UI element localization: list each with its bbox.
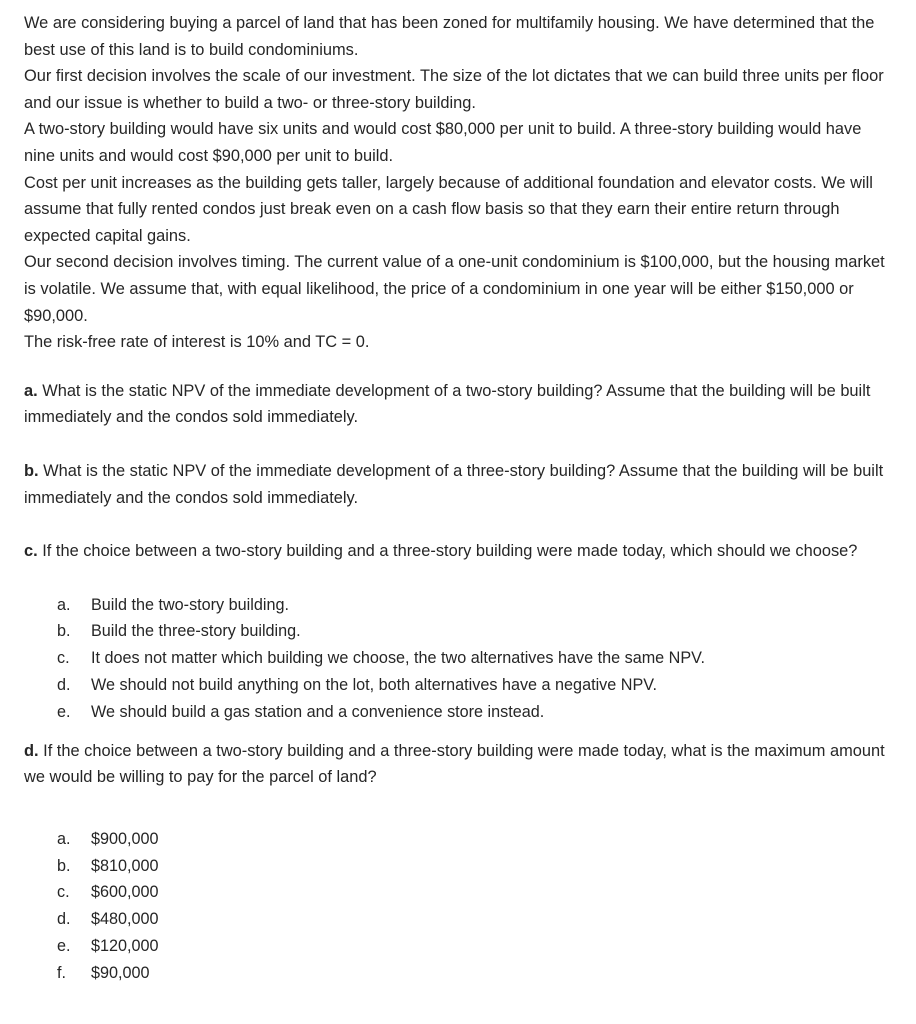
intro-paragraph: The risk-free rate of interest is 10% and TC = 0.: [24, 333, 370, 352]
option-letter: f.: [57, 963, 66, 982]
question-b: [24, 458, 896, 511]
intro-paragraph: Our second decision involves timing. The current value of a one-unit condominium is $100,000, but the housing market is volatile. We assume that, with equal likelihood, the price of a condominium in one year will be either $150,000 or $90,000.: [24, 253, 885, 325]
intro-paragraph: A two-story building would have six units and would cost $80,000 per unit to build. A three-story building would have nine units and would cost $90,000 per unit to build.: [24, 120, 862, 165]
answer-options-c: [24, 592, 896, 726]
option-text: $900,000: [91, 829, 159, 848]
question-text: If the choice between a two-story building and a three-story building were made today, which should we choose?: [42, 542, 858, 561]
answer-option[interactable]: [57, 853, 896, 880]
question-text: What is the static NPV of the immediate development of a two-story building? Assume that the building will be built immediately and the condos sold immediately.: [24, 381, 871, 427]
option-text: We should not build anything on the lot, both alternatives have a negative NPV.: [91, 676, 658, 695]
question-a: [24, 378, 896, 431]
option-letter: e.: [57, 702, 71, 721]
option-text: $120,000: [91, 937, 159, 956]
answer-option[interactable]: [57, 592, 896, 619]
document-page: [24, 10, 896, 987]
answer-option[interactable]: [57, 906, 896, 933]
question-d: [24, 738, 896, 791]
answer-option[interactable]: [57, 826, 896, 853]
option-letter: a.: [57, 829, 71, 848]
option-letter: b.: [57, 856, 71, 875]
answer-option[interactable]: [57, 933, 896, 960]
answer-option[interactable]: [57, 645, 896, 672]
option-text: $90,000: [91, 963, 150, 982]
answer-options-d: [24, 826, 896, 987]
answer-option[interactable]: [57, 699, 896, 726]
option-letter: e.: [57, 937, 71, 956]
option-letter: c.: [57, 883, 70, 902]
option-text: $600,000: [91, 883, 159, 902]
option-letter: d.: [57, 910, 71, 929]
answer-option[interactable]: [57, 879, 896, 906]
problem-intro: [24, 10, 896, 356]
option-text: We should build a gas station and a convenience store instead.: [91, 702, 545, 721]
intro-paragraph: Our first decision involves the scale of our investment. The size of the lot dictates that we can build three units per floor and our issue is whether to build a two- or three-story building.: [24, 67, 884, 112]
question-text: What is the static NPV of the immediate development of a three-story building? Assume that the building will be built immediately and the condos sold immediately.: [24, 461, 884, 507]
option-letter: b.: [57, 622, 71, 641]
option-text: $810,000: [91, 856, 159, 875]
answer-option[interactable]: [57, 618, 896, 645]
question-letter: a.: [24, 381, 38, 400]
question-c: [24, 538, 896, 565]
question-letter: c.: [24, 542, 38, 561]
option-text: $480,000: [91, 910, 159, 929]
answer-option[interactable]: [57, 960, 896, 987]
intro-paragraph: Cost per unit increases as the building gets taller, largely because of additional foundation and elevator costs. We will assume that fully rented condos just break even on a cash flow basis so that they earn their entire return through expected capital gains.: [24, 173, 873, 245]
option-text: Build the three-story building.: [91, 622, 301, 641]
question-letter: b.: [24, 461, 39, 480]
intro-paragraph: We are considering buying a parcel of land that has been zoned for multifamily housing. We have determined that the best use of this land is to build condominiums.: [24, 14, 875, 59]
answer-option[interactable]: [57, 672, 896, 699]
option-text: Build the two-story building.: [91, 595, 289, 614]
question-letter: d.: [24, 741, 39, 760]
option-letter: c.: [57, 649, 70, 668]
option-letter: d.: [57, 676, 71, 695]
option-letter: a.: [57, 595, 71, 614]
option-text: It does not matter which building we choose, the two alternatives have the same NPV.: [91, 649, 705, 668]
question-text: If the choice between a two-story building and a three-story building were made today, what is the maximum amount we would be willing to pay for the parcel of land?: [24, 741, 885, 787]
